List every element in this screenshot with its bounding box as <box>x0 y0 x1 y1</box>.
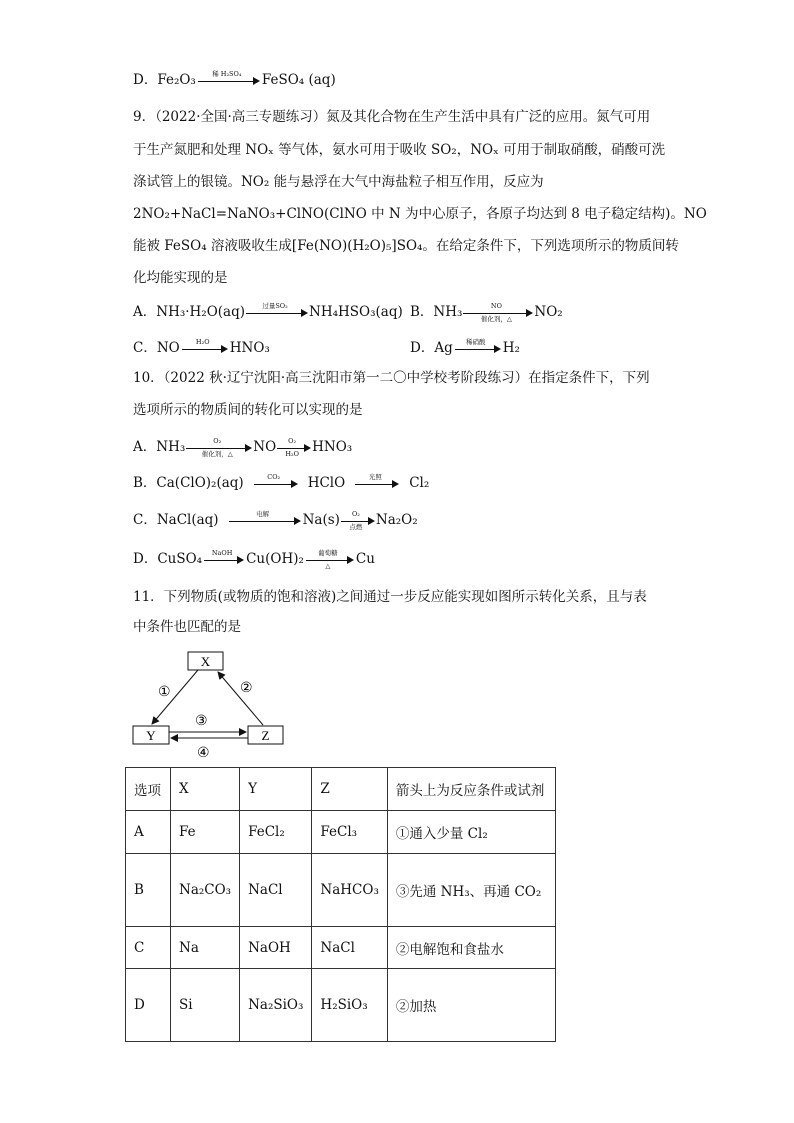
reactant: NH₃ <box>433 304 463 320</box>
substance-1: Ca(ClO)₂(aq) <box>156 475 244 491</box>
substance-3: Cl₂ <box>409 475 430 491</box>
arrow-condition-above: 光照 <box>368 472 382 481</box>
header-cell: 选项 <box>126 768 171 811</box>
table-cell: Si <box>171 969 240 1042</box>
reaction-arrow <box>198 69 260 90</box>
reactant: NO <box>156 340 180 356</box>
table-header-row <box>126 768 556 811</box>
arrow-condition-above: 稀硝酸 <box>465 337 486 346</box>
substance-3: HNO₃ <box>312 439 353 455</box>
table-cell: Na₂CO₃ <box>171 854 240 927</box>
arrow-condition-below: 催化剂，△ <box>480 314 512 323</box>
table-cell: D <box>126 969 171 1042</box>
option-label: A． <box>133 304 157 320</box>
table-row <box>126 811 556 854</box>
arrow-condition-above: 葡萄糖 <box>318 548 338 557</box>
reaction-arrow <box>246 301 308 322</box>
arrow-condition-above: H₂O <box>195 337 210 346</box>
reaction-arrow-1 <box>229 509 301 530</box>
table-cell: ②加热 <box>387 969 555 1042</box>
product: NO₂ <box>534 304 563 320</box>
reaction-arrow-2 <box>355 472 399 493</box>
arrow-condition-above: 过量SO₂ <box>262 301 288 310</box>
reaction-arrow-2 <box>277 436 311 458</box>
header-cell: X <box>171 768 240 811</box>
arrow-condition-below: 点燃 <box>349 522 363 531</box>
table-cell: Na <box>171 927 240 969</box>
table-cell: FeCl₃ <box>312 811 387 854</box>
option-label: D． <box>410 340 435 356</box>
reaction-arrow <box>463 301 533 323</box>
reaction-arrow <box>455 337 501 358</box>
arrow-condition-below: H₂O <box>285 449 299 458</box>
substance-3: Cu <box>355 551 375 567</box>
substance-1: NaCl(aq) <box>156 512 219 528</box>
substance-2: HClO <box>307 475 346 491</box>
q10-line-2: 选项所示的物质间的转化可以实现的是 <box>133 402 363 418</box>
label-z: Z <box>261 728 270 743</box>
arrow-condition-above: NaOH <box>211 548 233 557</box>
table-cell: NaHCO₃ <box>312 854 387 927</box>
table-cell: C <box>126 927 171 969</box>
product: H₂ <box>502 340 520 356</box>
table-cell: B <box>126 854 171 927</box>
q10-line-1: 10．（2022 秋·辽宁沈阳·高三沈阳市第一二〇中学校考阶段练习）在指定条件下，下列 <box>133 370 650 386</box>
num-4: ④ <box>197 745 210 761</box>
product: NH₄HSO₃(aq) <box>309 304 403 320</box>
arrow-condition-above: O₂ <box>288 436 297 445</box>
reactant: NH₃·H₂O(aq) <box>156 304 246 320</box>
product: HNO₃ <box>229 340 270 356</box>
label-y: Y <box>146 728 156 743</box>
product: FeSO₄ (aq) <box>261 72 336 88</box>
option-label: C． <box>133 340 157 356</box>
reaction-arrow-1 <box>204 548 244 569</box>
q9-option-b <box>410 302 563 322</box>
header-cell: 箭头上为反应条件或试剂 <box>387 768 555 811</box>
arrow-condition-above: CO₂ <box>267 472 281 481</box>
substance-2: Cu(OH)₂ <box>246 551 304 567</box>
q9-line-1: 9．（2022·全国·高三专题练习）氮及其化合物在生产生活中具有广泛的应用。氮气可用 <box>133 109 651 125</box>
option-label: B． <box>410 304 434 320</box>
arrow-condition-below: △ <box>325 561 331 570</box>
table-row <box>126 969 556 1042</box>
option-label: C． <box>133 512 157 528</box>
table-row <box>126 927 556 969</box>
q9-line-6: 化均能实现的是 <box>133 270 228 286</box>
substance-2: NO <box>253 439 277 455</box>
q9-option-d <box>410 338 520 358</box>
option-label: A． <box>133 439 157 455</box>
q8-option-d <box>133 70 336 90</box>
reaction-arrow-2 <box>341 509 375 531</box>
option-label: B． <box>133 475 157 491</box>
arrow-condition-below: 催化剂，△ <box>201 449 233 458</box>
table-cell: NaOH <box>240 927 312 969</box>
substance-1: NH₃ <box>156 439 186 455</box>
table-cell: H₂SiO₃ <box>312 969 387 1042</box>
num-1: ① <box>158 684 171 700</box>
arrow-condition-above: 稀 H₂SO₄ <box>212 69 242 78</box>
reaction-arrow-1 <box>186 436 252 458</box>
reaction-arrow-2 <box>306 548 354 570</box>
reaction-arrow <box>182 337 228 358</box>
table-cell: ②电解饱和食盐水 <box>387 927 555 969</box>
header-cell: Z <box>312 768 387 811</box>
options-table <box>125 767 556 1042</box>
table-cell: Fe <box>171 811 240 854</box>
substance-3: Na₂O₂ <box>375 512 418 528</box>
substance-2: Na(s) <box>302 512 340 528</box>
arrow-condition-above: 电解 <box>256 509 270 518</box>
q9-line-2: 于生产氮肥和处理 NOₓ 等气体，氨水可用于吸收 SO₂，NOₓ 可用于制取硝酸，硝酸可洗 <box>133 142 666 158</box>
label-x: X <box>200 654 211 669</box>
arrow-condition-above: NO <box>490 301 502 310</box>
option-label: D． <box>133 551 158 567</box>
table-cell: NaCl <box>312 927 387 969</box>
q10-option-c <box>133 510 418 530</box>
table-cell: ①通入少量 Cl₂ <box>387 811 555 854</box>
reaction-arrow-1 <box>254 472 298 493</box>
header-cell: Y <box>240 768 312 811</box>
substance-1: CuSO₄ <box>157 551 203 567</box>
arrow-condition-above: O₂ <box>213 436 222 445</box>
table-row <box>126 854 556 927</box>
q9-option-c <box>133 338 270 358</box>
table-cell: Na₂SiO₃ <box>240 969 312 1042</box>
reactant: Fe₂O₃ <box>157 72 196 88</box>
q9-option-a <box>133 302 403 322</box>
q10-option-a <box>133 437 352 457</box>
q10-option-b <box>133 473 429 493</box>
q10-option-d <box>133 549 375 569</box>
table-cell: FeCl₂ <box>240 811 312 854</box>
q9-line-3: 涤试管上的银镜。NO₂ 能与悬浮在大气中海盐粒子相互作用，反应为 <box>133 174 544 190</box>
conversion-diagram <box>128 645 293 765</box>
table-cell: ③先通 NH₃、再通 CO₂ <box>387 854 555 927</box>
q9-line-4: 2NO₂+NaCl=NaNO₃+ClNO(ClNO 中 N 为中心原子，各原子均达到 8 电子稳定结构)。NO <box>133 206 707 222</box>
num-3: ③ <box>195 713 208 729</box>
reactant: Ag <box>434 340 453 356</box>
num-2: ② <box>240 680 253 696</box>
q11-line-2: 中条件也匹配的是 <box>133 619 241 635</box>
option-label: D． <box>133 72 158 88</box>
q9-line-5: 能被 FeSO₄ 溶液吸收生成[Fe(NO)(H₂O)₅]SO₄。在给定条件下，下列选项所示的物质间转 <box>133 238 679 254</box>
arrow-condition-above: O₂ <box>351 509 360 518</box>
table-cell: A <box>126 811 171 854</box>
q11-line-1: 11．下列物质(或物质的饱和溶液)之间通过一步反应能实现如图所示转化关系，且与表 <box>133 589 647 605</box>
table-cell: NaCl <box>240 854 312 927</box>
